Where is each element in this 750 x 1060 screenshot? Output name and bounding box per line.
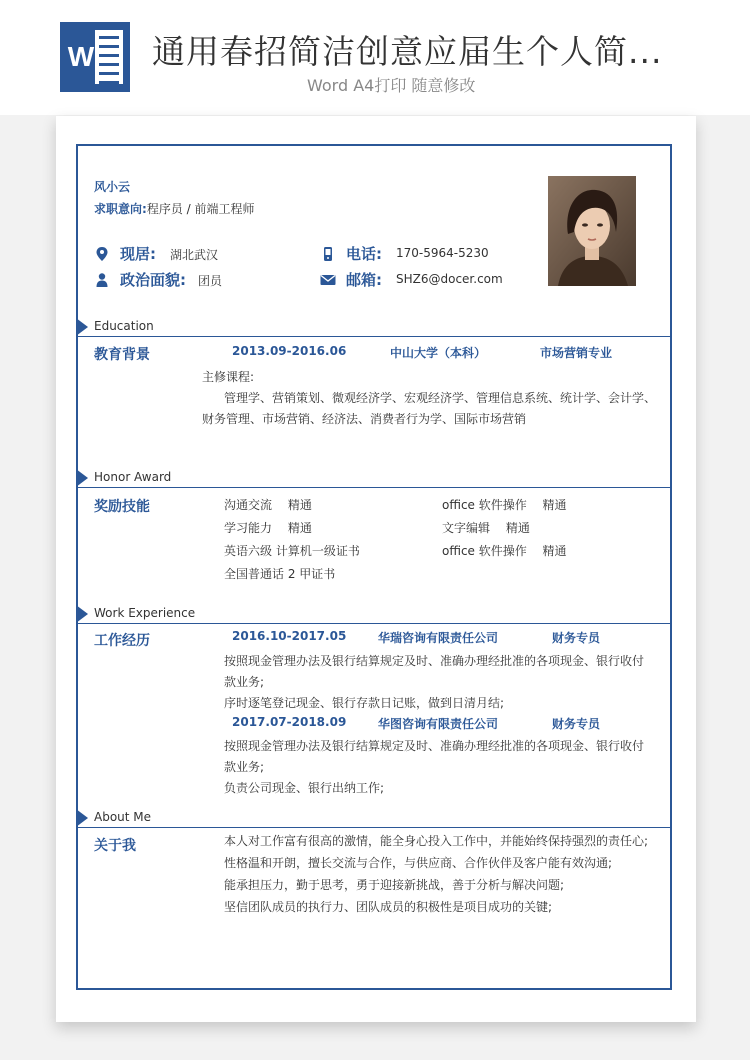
job-intent [94,200,255,217]
education-en-title: Education [94,319,154,333]
about-en-title: About Me [94,810,152,824]
candidate-name: 风小云 [94,180,131,194]
courses-line: 财务管理、市场营销、经济法、消费者行为学、国际市场营销 [202,412,527,426]
email-label: 邮箱: [346,271,382,289]
skill-item: 文字编辑 精通 [442,521,530,535]
skill-item: 沟通交流 精通 [224,498,312,512]
about-header [76,809,670,828]
section-marker-icon [76,809,88,827]
document-title: 通用春招简洁创意应届生个人简... [152,32,663,71]
courses-line: 管理学、营销策划、微观经济学、宏观经济学、管理信息系统、统计学、会计学、 [224,391,657,405]
education-school: 中山大学（本科） [390,346,487,360]
mail-icon [320,272,336,288]
job-intent-value: 程序员 / 前端工程师 [146,202,255,216]
work-en-title: Work Experience [94,606,196,620]
job-period: 2017.07-2018.09 [232,715,347,729]
skill-item: 英语六级 计算机一级证书 [224,544,360,558]
education-period: 2013.09-2016.06 [232,344,347,358]
honor-title: 奖励技能 [94,499,150,515]
work-header [76,605,670,624]
page-lines [95,30,123,84]
section-marker-icon [76,469,88,487]
resume-page [56,116,696,1022]
about-line: 性格温和开朗，擅长交流与合作，与供应商、合作伙伴及客户能有效沟通; [224,856,613,870]
education-major: 市场营销专业 [540,346,613,360]
location-pin-icon [94,246,110,262]
word-letter: W [67,41,95,72]
education-title: 教育背景 [94,347,150,363]
residence-label: 现居: [120,245,156,263]
skill-item: 全国普通话 2 甲证书 [224,567,336,581]
education-header [76,318,670,337]
job-duty: 按照现金管理办法及银行结算规定及时、准确办理经批准的各项现金、银行收付 [224,739,645,753]
politics-value: 团员 [198,274,223,288]
about-title: 关于我 [94,838,136,854]
job-duty: 负责公司现金、银行出纳工作; [224,781,385,795]
job-duty: 序时逐笔登记现金、银行存款日记账，做到日清月结; [224,696,505,710]
about-line: 坚信团队成员的执行力、团队成员的积极性是项目成功的关键; [224,900,553,914]
document-subtitle: Word A4打印 随意修改 [307,76,476,95]
politics-label: 政治面貌: [120,271,186,289]
phone-value[interactable]: 170-5964-5230 [396,246,489,260]
section-marker-icon [76,318,88,336]
skill-item: office 软件操作 精通 [442,498,567,512]
skill-item: 学习能力 精通 [224,521,312,535]
job-duty: 款业务; [224,760,265,774]
job-duty: 按照现金管理办法及银行结算规定及时、准确办理经批准的各项现金、银行收付 [224,654,645,668]
resume-frame [76,144,672,990]
about-line: 本人对工作富有很高的激情，能全身心投入工作中，并能始终保持强烈的责任心; [224,834,649,848]
person-icon [94,272,110,288]
job-role: 财务专员 [552,631,601,645]
job-intent-label: 求职意向: [94,202,147,216]
residence-value: 湖北武汉 [170,248,219,262]
phone-label: 电话: [346,245,382,263]
courses-label: 主修课程: [202,370,255,384]
profile-photo [548,176,636,286]
job-period: 2016.10-2017.05 [232,629,347,643]
job-company: 华瑞咨询有限责任公司 [378,631,499,645]
about-line: 能承担压力，勤于思考，勇于迎接新挑战，善于分析与解决问题; [224,878,565,892]
phone-icon [320,246,336,262]
header-bar [0,0,750,115]
honor-en-title: Honor Award [94,470,172,484]
section-marker-icon [76,605,88,623]
work-title: 工作经历 [94,633,150,649]
honor-header [76,469,670,488]
job-duty: 款业务; [224,675,265,689]
job-company: 华图咨询有限责任公司 [378,717,499,731]
job-role: 财务专员 [552,717,601,731]
email-value[interactable]: SHZ6@docer.com [396,272,503,286]
skill-item: office 软件操作 精通 [442,544,567,558]
word-icon [60,22,130,92]
